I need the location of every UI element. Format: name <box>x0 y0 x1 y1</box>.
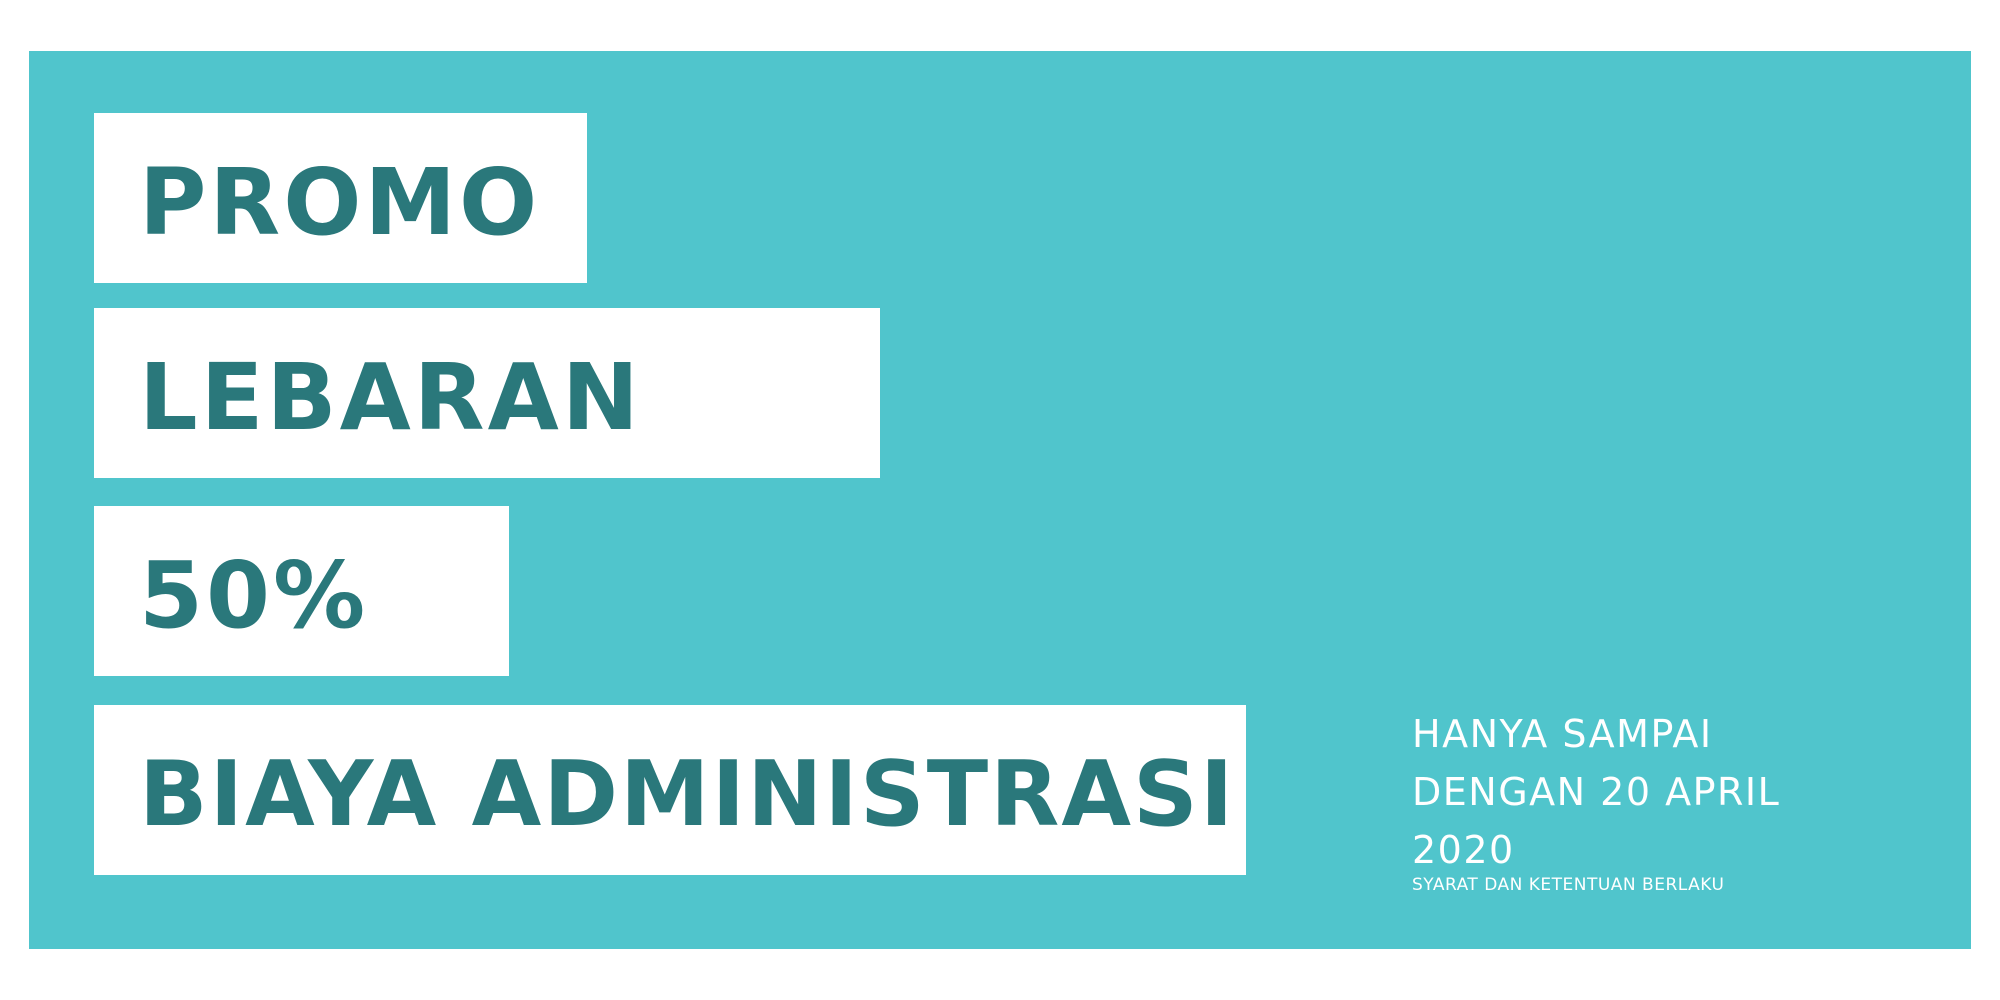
promo-panel <box>29 51 1971 949</box>
detail-line-1: HANYA SAMPAI <box>1412 712 1713 756</box>
banner-discount <box>94 506 509 676</box>
banner-lebaran <box>94 308 880 478</box>
detail-line-2: DENGAN 20 APRIL <box>1412 770 1781 814</box>
promo-details <box>1412 705 1912 895</box>
banner-promo <box>94 113 587 283</box>
terms-note: SYARAT DAN KETENTUAN BERLAKU <box>1412 875 1725 895</box>
banner-admin-fee-text: BIAYA ADMINISTRASI <box>139 742 1236 847</box>
banner-discount-text: 50% <box>139 542 369 649</box>
banner-admin-fee <box>94 705 1246 875</box>
banner-promo-text: PROMO <box>139 149 541 256</box>
banner-lebaran-text: LEBARAN <box>139 344 642 451</box>
detail-line-3: 2020 <box>1412 828 1515 872</box>
